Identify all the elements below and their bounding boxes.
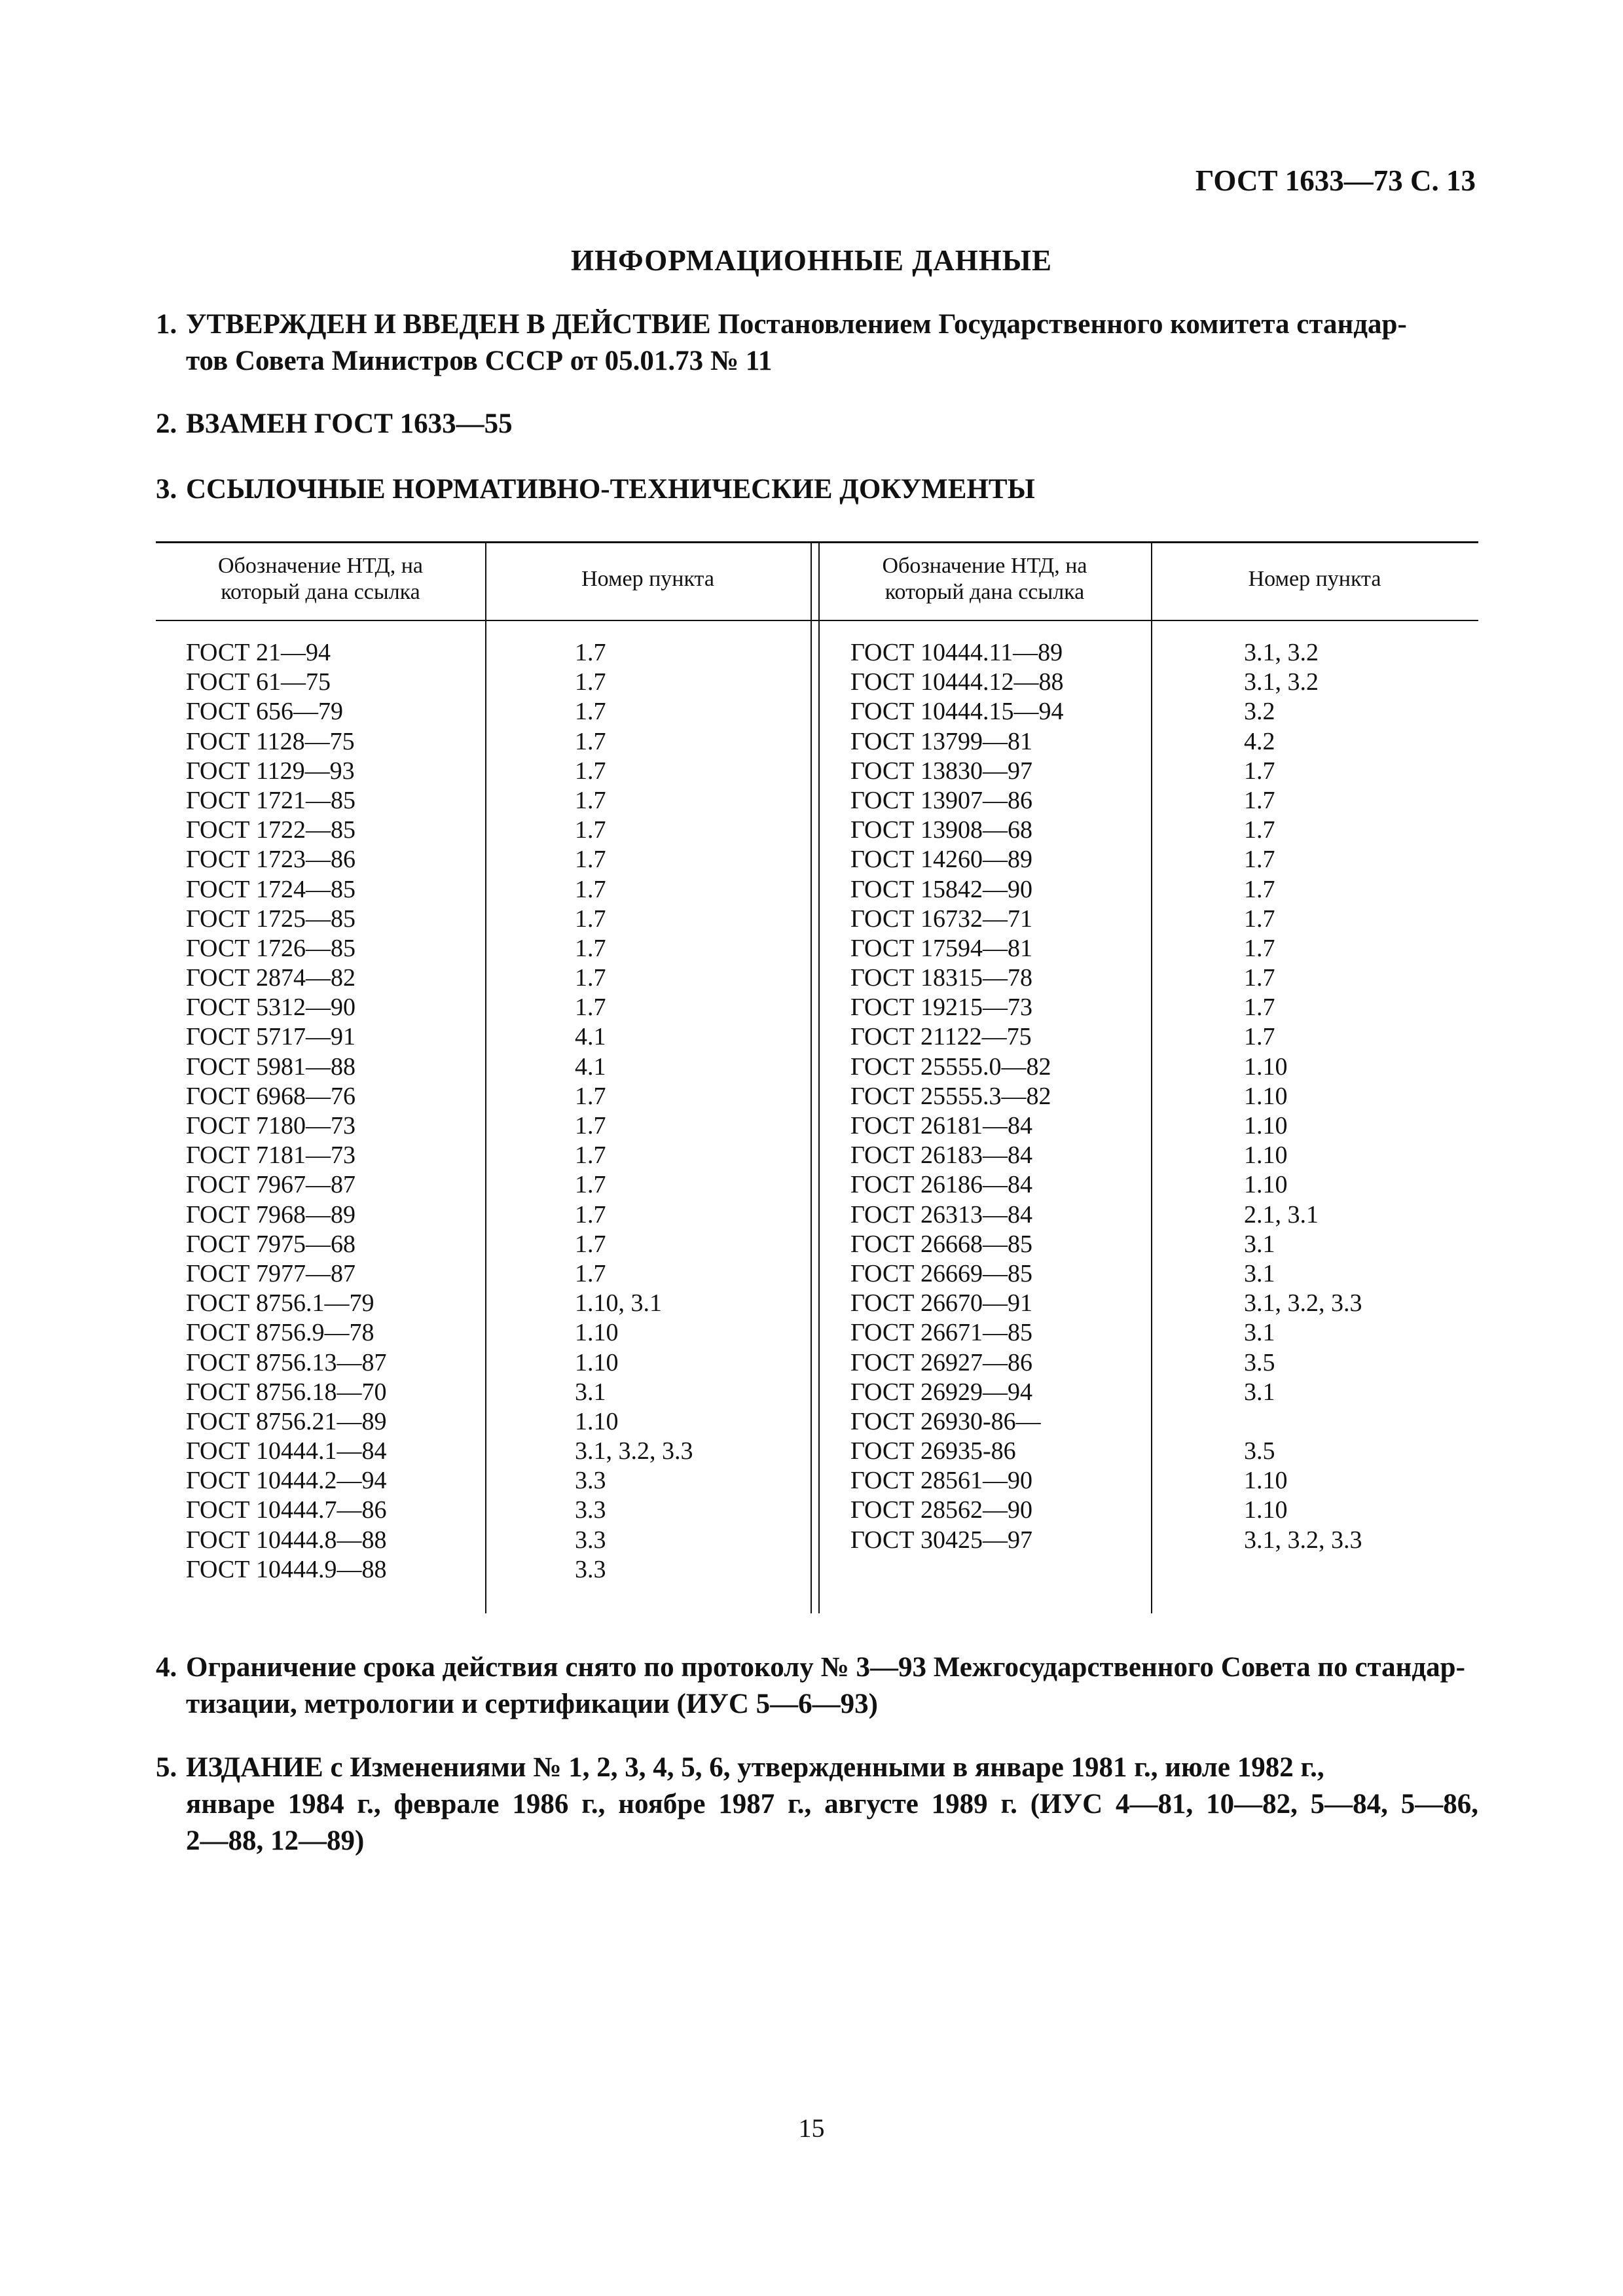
table-cell-item-number: 3.2 [1244,698,1275,726]
table-cell-designation: ГОСТ 26930-86— [850,1407,1041,1435]
table-cell-item-number: 1.7 [575,816,606,844]
table-cell-designation: ГОСТ 1722—85 [186,816,356,844]
table-cell-designation: ГОСТ 7967—87 [186,1171,356,1199]
table-cell-designation: ГОСТ 8756.21—89 [186,1407,387,1435]
table-cell-item-number: 1.7 [575,1112,606,1139]
left-item-number-column [575,638,693,1585]
table-cell-designation: ГОСТ 26669—85 [850,1259,1032,1287]
table-cell-designation: ГОСТ 13830—97 [850,757,1032,785]
table-cell-designation: ГОСТ 26927—86 [850,1348,1032,1376]
column-divider-double [811,541,812,1613]
table-cell-designation: ГОСТ 7975—68 [186,1230,356,1258]
table-cell-designation: ГОСТ 10444.12—88 [850,668,1064,696]
table-cell-designation: ГОСТ 1129—93 [186,757,355,785]
item-number: 3. [156,474,177,505]
table-cell-designation: ГОСТ 10444.9—88 [186,1555,387,1583]
table-cell-designation: ГОСТ 5312—90 [186,994,356,1022]
item-text-cont: январе 1984 г., феврале 1986 г., ноябре 1987 г., августе 1989 г. (ИУС 4—81, 10—82, 5—84, 5—86, [186,1789,1478,1820]
table-cell-item-number [1244,1407,1362,1437]
table-cell-designation: ГОСТ 25555.0—82 [850,1052,1051,1081]
table-cell-item-number: 1.7 [1244,905,1275,933]
table-cell-designation: ГОСТ 2874—82 [186,964,356,992]
table-cell-designation: ГОСТ 26313—84 [850,1200,1032,1229]
item-text: ИЗДАНИЕ с Изменениями № 1, 2, 3, 4, 5, 6, утвержденными в январе 1981 г., июле 1982 г., [186,1752,1324,1783]
table-top-rule [156,541,1478,543]
table-cell-designation: ГОСТ 8756.9—78 [186,1319,374,1347]
table-cell-item-number: 4.1 [575,1052,606,1081]
table-cell-item-number: 1.7 [1244,816,1275,844]
table-cell-item-number: 1.7 [575,1171,606,1199]
table-cell-designation: ГОСТ 30425—97 [850,1526,1032,1554]
table-cell-designation: ГОСТ 16732—71 [850,905,1032,933]
table-cell-designation: ГОСТ 1725—85 [186,905,356,933]
table-cell-item-number: 4.1 [575,1023,606,1051]
table-cell-designation: ГОСТ 13907—86 [850,786,1032,814]
table-cell-designation: ГОСТ 10444.1—84 [186,1437,387,1465]
info-item-2 [156,406,1478,442]
table-cell-item-number: 1.10 [1244,1171,1288,1199]
table-cell-item-number: 1.7 [1244,964,1275,992]
table-cell-designation: ГОСТ 1128—75 [186,727,355,755]
info-item-5 [156,1749,1478,1859]
table-cell-item-number: 1.7 [575,668,606,696]
table-cell-designation: ГОСТ 10444.2—94 [186,1467,387,1495]
table-cell-designation: ГОСТ 7977—87 [186,1259,356,1287]
table-cell-designation: ГОСТ 15842—90 [850,875,1032,903]
item-number: 2. [156,408,177,439]
table-cell-designation: ГОСТ 656—79 [186,698,343,726]
table-cell-item-number: 1.10 [1244,1052,1288,1081]
table-cell-designation: ГОСТ 26181—84 [850,1112,1032,1139]
table-cell-designation: ГОСТ 7181—73 [186,1141,356,1170]
table-cell-designation: ГОСТ 1721—85 [186,786,356,814]
item-number: 1. [156,309,177,340]
table-cell-item-number: 3.1, 3.2, 3.3 [575,1437,693,1465]
table-cell-designation: ГОСТ 5981—88 [186,1052,356,1081]
table-cell-designation: ГОСТ 26183—84 [850,1141,1032,1170]
table-cell-designation: ГОСТ 28561—90 [850,1467,1032,1495]
table-cell-designation: ГОСТ 26935-86 [850,1437,1016,1465]
info-item-4 [156,1649,1478,1723]
table-cell-designation: ГОСТ 8756.1—79 [186,1289,374,1318]
item-text-cont: тов Совета Министров СССР от 05.01.73 № 11 [186,346,773,376]
table-cell-designation: ГОСТ 10444.8—88 [186,1526,387,1554]
table-cell-item-number: 1.7 [1244,846,1275,874]
table-cell-item-number: 3.1 [1244,1259,1275,1287]
table-cell-item-number: 3.3 [575,1555,606,1583]
header-item-number-left: Номер пункта [581,567,714,591]
table-cell-item-number: 1.10 [1244,1082,1288,1110]
table-cell-item-number: 1.7 [575,934,606,962]
table-cell-designation: ГОСТ 10444.7—86 [186,1496,387,1524]
table-cell-item-number: 3.3 [575,1526,606,1554]
table-cell-designation: ГОСТ 26670—91 [850,1289,1032,1318]
table-cell-item-number: 1.7 [1244,786,1275,814]
table-cell-designation: ГОСТ 17594—81 [850,934,1032,962]
table-cell-item-number: 3.3 [575,1496,606,1524]
table-cell-designation: ГОСТ 7180—73 [186,1112,356,1139]
table-cell-item-number: 3.1, 3.2 [1244,639,1319,666]
table-cell-designation: ГОСТ 10444.11—89 [850,639,1063,666]
table-cell-designation: ГОСТ 14260—89 [850,846,1032,874]
table-cell-item-number: 3.5 [1244,1348,1275,1376]
document-reference: ГОСТ 1633—73 С. 13 [1195,164,1476,197]
item-text-cont: тизации, метрологии и сертификации (ИУС 5—6—93) [186,1689,878,1719]
table-cell-designation: ГОСТ 6968—76 [186,1082,356,1110]
table-cell-item-number: 1.7 [575,994,606,1022]
table-cell-item-number: 2.1, 3.1 [1244,1200,1319,1229]
item-text: Ограничение срока действия снято по протоколу № 3—93 Межгосударственного Совета по стандар- [186,1652,1465,1683]
column-divider-double [818,541,820,1613]
table-cell-designation: ГОСТ 5717—91 [186,1023,356,1051]
table-cell-item-number: 3.1, 3.2, 3.3 [1244,1289,1362,1318]
table-cell-item-number: 4.2 [1244,727,1275,755]
table-cell-item-number: 1.7 [575,786,606,814]
table-cell-item-number: 1.7 [1244,757,1275,785]
table-cell-designation: ГОСТ 8756.13—87 [186,1348,387,1376]
table-cell-item-number: 3.1, 3.2 [1244,668,1319,696]
info-item-1 [156,306,1478,380]
table-cell-item-number: 1.7 [1244,1023,1275,1051]
table-cell-item-number: 1.10 [1244,1467,1288,1495]
table-cell-designation: ГОСТ 19215—73 [850,994,1032,1022]
table-cell-item-number: 1.7 [1244,934,1275,962]
table-cell-designation: ГОСТ 10444.15—94 [850,698,1064,726]
table-cell-item-number: 1.7 [1244,994,1275,1022]
table-cell-item-number: 1.7 [575,1200,606,1229]
table-cell-designation: ГОСТ 26929—94 [850,1378,1032,1406]
column-divider [1151,541,1152,1613]
table-cell-item-number: 1.7 [1244,875,1275,903]
table-cell-designation: ГОСТ 21—94 [186,639,331,666]
table-cell-item-number: 1.7 [575,1230,606,1258]
table-cell-item-number: 3.3 [575,1467,606,1495]
header-item-number-right: Номер пункта [1248,567,1381,591]
page-title: ИНФОРМАЦИОННЫЕ ДАННЫЕ [571,244,1052,277]
table-cell-designation: ГОСТ 7968—89 [186,1200,356,1229]
table-cell-designation: ГОСТ 8756.18—70 [186,1378,387,1406]
table-cell-item-number: 1.7 [575,1141,606,1170]
column-divider [485,541,486,1613]
table-cell-item-number: 1.7 [575,698,606,726]
right-item-number-column [1244,638,1362,1555]
info-item-3 [156,471,1478,508]
item-number: 4. [156,1652,177,1683]
item-text-cont: 2—88, 12—89) [186,1825,365,1856]
table-cell-item-number: 1.7 [575,727,606,755]
table-cell-item-number: 1.7 [575,905,606,933]
header-designation-right: Обозначение НТД, на который дана ссылка [882,554,1087,604]
table-cell-designation: ГОСТ 13799—81 [850,727,1032,755]
table-cell-designation: ГОСТ 61—75 [186,668,331,696]
item-text: ВЗАМЕН ГОСТ 1633—55 [186,408,513,439]
table-cell-designation: ГОСТ 13908—68 [850,816,1032,844]
table-cell-item-number: 3.1 [1244,1230,1275,1258]
item-number: 5. [156,1752,177,1783]
table-cell-item-number: 1.10 [1244,1141,1288,1170]
table-cell-designation: ГОСТ 1723—86 [186,846,356,874]
table-cell-item-number: 3.1 [1244,1378,1275,1406]
table-cell-item-number: 1.7 [575,1259,606,1287]
table-cell-designation: ГОСТ 18315—78 [850,964,1032,992]
table-cell-designation: ГОСТ 1724—85 [186,875,356,903]
header-designation-left: Обозначение НТД, на который дана ссылка [217,554,424,604]
table-cell-item-number: 3.1 [1244,1319,1275,1347]
table-header-rule [156,620,1478,621]
table-cell-designation: ГОСТ 1726—85 [186,934,356,962]
table-cell-item-number: 1.10 [575,1348,619,1376]
table-cell-item-number: 1.7 [575,639,606,666]
table-cell-designation: ГОСТ 26668—85 [850,1230,1032,1258]
table-cell-item-number: 1.7 [575,846,606,874]
table-cell-item-number: 3.1 [575,1378,606,1406]
table-cell-designation: ГОСТ 21122—75 [850,1023,1032,1051]
page-number: 15 [798,2113,825,2143]
table-cell-item-number: 1.10 [575,1407,619,1435]
table-cell-item-number: 1.7 [575,875,606,903]
table-cell-item-number: 1.7 [575,1082,606,1110]
table-cell-designation: ГОСТ 28562—90 [850,1496,1032,1524]
table-cell-designation: ГОСТ 26671—85 [850,1319,1032,1347]
reference-documents-table [156,541,1478,1613]
table-cell-item-number: 1.10 [1244,1496,1288,1524]
left-designation-column [186,638,387,1585]
table-cell-item-number: 1.7 [575,964,606,992]
table-cell-item-number: 3.5 [1244,1437,1275,1465]
item-text: УТВЕРЖДЕН И ВВЕДЕН В ДЕЙСТВИЕ Постановлением Государственного комитета стандар- [186,309,1407,340]
item-text: ССЫЛОЧНЫЕ НОРМАТИВНО-ТЕХНИЧЕСКИЕ ДОКУМЕНТЫ [186,474,1035,505]
table-cell-item-number: 1.7 [575,757,606,785]
table-cell-item-number: 1.10, 3.1 [575,1289,662,1318]
table-cell-designation: ГОСТ 25555.3—82 [850,1082,1051,1110]
table-cell-item-number: 1.10 [1244,1112,1288,1139]
right-designation-column [850,638,1064,1555]
table-cell-designation: ГОСТ 26186—84 [850,1171,1032,1199]
table-cell-item-number: 1.10 [575,1319,619,1347]
table-cell-item-number: 3.1, 3.2, 3.3 [1244,1526,1362,1554]
